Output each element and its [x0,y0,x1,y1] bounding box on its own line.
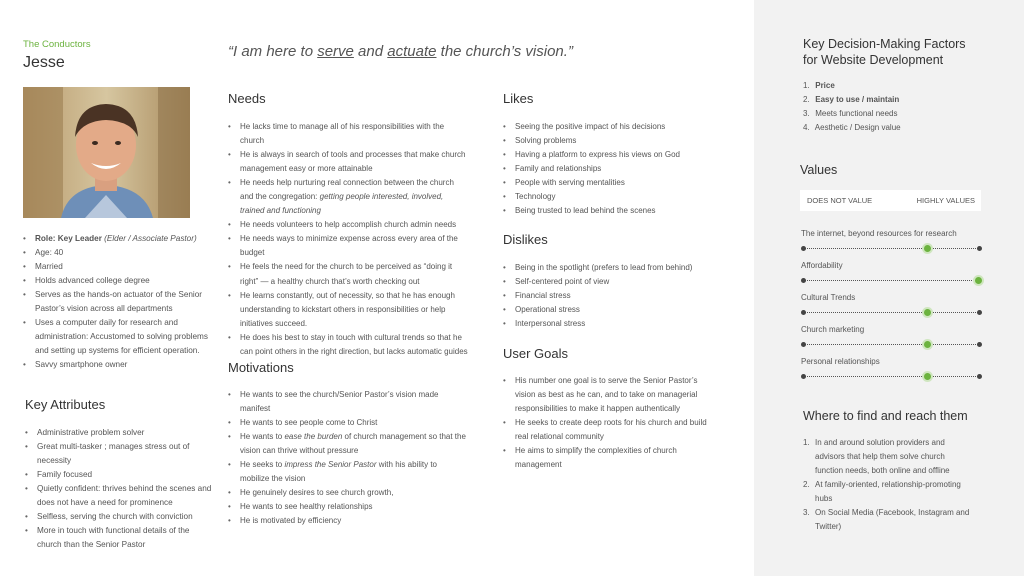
list-item: • He wants to see healthy relationships [228,500,468,514]
profile-marital: • Married [23,260,211,274]
profile-age: • Age: 40 [23,246,211,260]
values-scale-header [800,190,981,211]
list-item: 1. Price [803,81,835,90]
list-item: • His number one goal is to serve the Senior Pastor’s vision as best as he can, and to take on managerial responsibilities to make it happen authentically [503,374,708,416]
motivations-heading: Motivations [228,360,294,375]
profile-smartphone: • Savvy smartphone owner [23,358,211,372]
motivations-list [228,388,468,528]
needs-heading: Needs [228,91,266,106]
list-item: • He lacks time to manage all of his responsibilities with the church [228,120,468,148]
list-item: • Operational stress [503,303,718,317]
persona-quote: “I am here to serve and actuate the church’s vision.” [228,43,573,60]
list-item: • More in touch with functional details of the church than the Senior Pastor [25,524,213,552]
value-scale-track [803,344,980,345]
list-item: 3. On Social Media (Facebook, Instagram and Twitter) [803,508,970,531]
scale-end-dot [977,310,982,315]
likes-list [503,120,718,218]
scale-high-label: HIGHLY VALUES [916,196,975,205]
list-item: • Self-centered point of view [503,275,718,289]
list-item: • He genuinely desires to see church growth, [228,486,468,500]
value-label: Cultural Trends [801,293,856,302]
value-level-marker [922,371,933,382]
list-item: • Selfless, serving the church with conviction [25,510,213,524]
list-item: • He is always in search of tools and processes that make church management easy or more attainable [228,148,468,176]
value-label: Personal relationships [801,357,880,366]
value-scale-track [803,280,980,281]
dislikes-list [503,261,718,331]
list-item: • He feels the need for the church to be perceived as “doing it right” — a healthy church that’s worth checking out [228,260,468,288]
profile-role: • Role: Key Leader (Elder / Associate Pastor) [23,232,211,246]
list-item: • He wants to see people come to Christ [228,416,468,430]
persona-name: Jesse [23,54,65,71]
list-item: • He needs ways to minimize expense across every area of the budget [228,232,468,260]
list-item: • He wants to see the church/Senior Pastor’s vision made manifest [228,388,468,416]
key-attributes-list [25,426,213,552]
user-goals-list [503,374,708,472]
list-item: • He learns constantly, out of necessity, so that he has enough understanding to kickstart others in responsibilities or help initiatives succeed. [228,289,468,331]
list-item: • Great multi-tasker ; manages stress out of necessity [25,440,213,468]
list-item: 2. Easy to use / maintain [803,95,900,104]
list-item: • He seeks to create deep roots for his church and build real relational community [503,416,708,444]
value-label: Affordability [801,261,843,270]
reach-list [803,436,973,534]
list-item: • Solving problems [503,134,718,148]
scale-end-dot [977,374,982,379]
decision-factors-heading: Key Decision-Making Factors for Website Development [803,37,966,67]
likes-heading: Likes [503,91,534,106]
dislikes-heading: Dislikes [503,232,548,247]
list-item: • Family focused [25,468,213,482]
list-item: • He aims to simplify the complexities of church management [503,444,708,472]
value-label: The internet, beyond resources for research [801,229,957,238]
list-item: • Technology [503,190,718,204]
value-level-marker [922,339,933,350]
list-item: • He does his best to stay in touch with cultural trends so that he can point others in the right direction, but lacks automatic guides [228,331,468,359]
profile-computer: • Uses a computer daily for research and administration: Accustomed to solving problems and setting up systems for efficient operation. [23,316,211,358]
persona-photo [23,87,190,218]
profile-education: • Holds advanced college degree [23,274,211,288]
user-goals-heading: User Goals [503,346,569,361]
key-attributes-heading: Key Attributes [25,397,106,412]
list-item: • He needs volunteers to help accomplish church admin needs [228,218,468,232]
list-item: 1. In and around solution providers and advisors that help them solve church function needs, both online and offline [803,438,950,475]
profile-list [23,232,211,372]
values-heading: Values [800,163,838,177]
value-level-marker [922,243,933,254]
scale-start-dot [801,374,806,379]
value-scale-track [803,248,980,249]
value-scale-track [803,312,980,313]
scale-start-dot [801,278,806,283]
scale-start-dot [801,310,806,315]
persona-group-label: The Conductors [23,39,91,50]
list-item: 2. At family-oriented, relationship-promoting hubs [803,480,961,503]
list-item: • He needs help nurturing real connection between the church and the congregation: getting people interested, involved, trained and functioning [228,176,468,218]
list-item: • He is motivated by efficiency [228,514,468,528]
list-item: • People with serving mentalities [503,176,718,190]
value-level-marker [922,307,933,318]
scale-start-dot [801,342,806,347]
reach-heading: Where to find and reach them [803,409,968,423]
value-label: Church marketing [801,325,865,334]
scale-end-dot [977,342,982,347]
list-item: • Seeing the positive impact of his decisions [503,120,718,134]
list-item: • He seeks to impress the Senior Pastor with his ability to mobilize the vision [228,458,468,486]
list-item: • Financial stress [503,289,718,303]
list-item: • Quietly confident: thrives behind the scenes and does not have a need for prominence [25,482,213,510]
scale-end-dot [977,246,982,251]
profile-serves: • Serves as the hands-on actuator of the Senior Pastor’s vision across all departments [23,288,211,316]
list-item: • Administrative problem solver [25,426,213,440]
scale-start-dot [801,246,806,251]
list-item: • Having a platform to express his views on God [503,148,718,162]
list-item: • Being trusted to lead behind the scenes [503,204,718,218]
list-item: 3. Meets functional needs [803,109,898,118]
list-item: • Interpersonal stress [503,317,718,331]
list-item: 4. Aesthetic / Design value [803,123,901,132]
list-item: • Being in the spotlight (prefers to lead from behind) [503,261,718,275]
scale-low-label: DOES NOT VALUE [807,196,873,205]
needs-list [228,120,468,359]
decision-factors-list [803,79,983,135]
value-scale-track [803,376,980,377]
list-item: • He wants to ease the burden of church management so that the vision can thrive without pressure [228,430,468,458]
list-item: • Family and relationships [503,162,718,176]
